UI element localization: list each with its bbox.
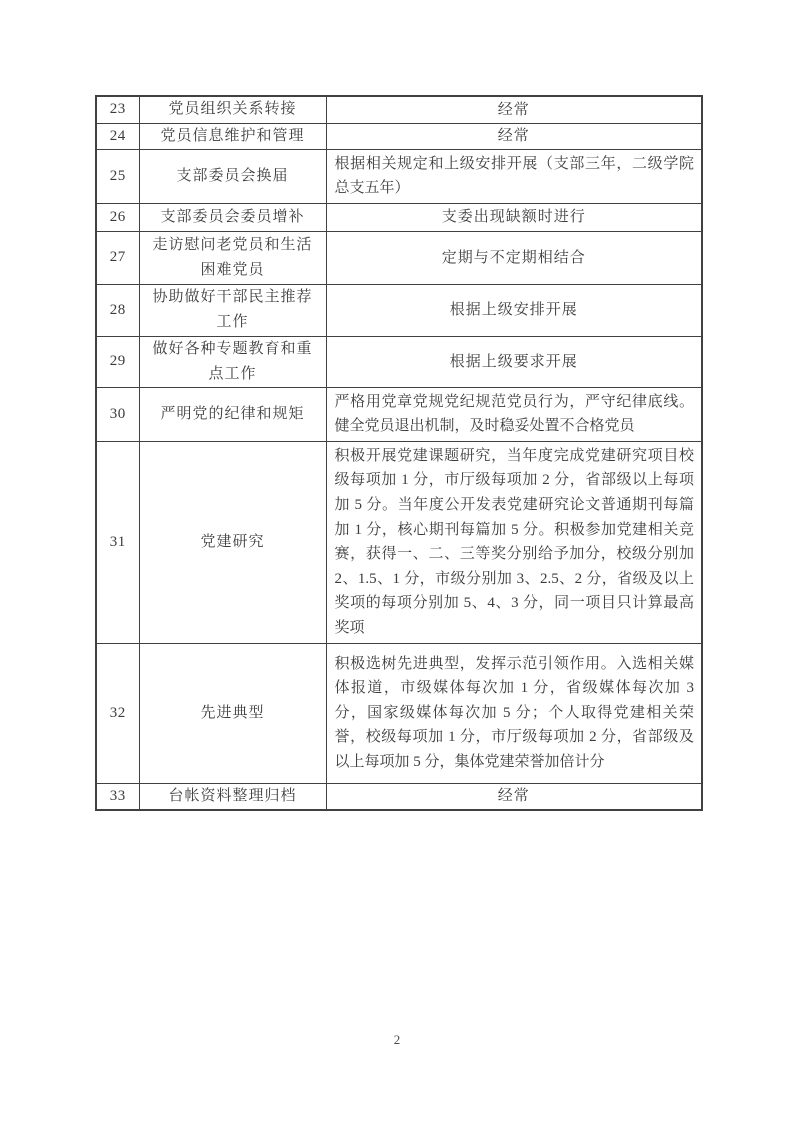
task-name: 先进典型 [139, 643, 326, 783]
task-name: 台帐资料整理归档 [139, 783, 326, 810]
row-number: 24 [96, 123, 139, 149]
table-row [96, 643, 702, 783]
table-row [96, 336, 702, 387]
table-row [96, 96, 702, 123]
task-name: 严明党的纪律和规矩 [139, 387, 326, 441]
frequency-note: 支委出现缺额时进行 [326, 203, 702, 231]
row-number: 30 [96, 387, 139, 441]
row-number: 27 [96, 231, 139, 284]
frequency-note: 经常 [326, 123, 702, 149]
row-number: 25 [96, 149, 139, 203]
row-number: 31 [96, 441, 139, 643]
frequency-note: 积极选树先进典型，发挥示范引领作用。入选相关媒体报道，市级媒体每次加 1 分，省级媒体每次加 3 分，国家级媒体每次加 5 分；个人取得党建相关荣誉，校级每项加 1 分，市厅级每项加 2 分，省部级及以上每项加 5 分，集体党建荣誉加倍计分 [326, 643, 702, 783]
task-name: 走访慰问老党员和生活困难党员 [139, 231, 326, 284]
row-number: 32 [96, 643, 139, 783]
task-table [95, 95, 703, 811]
frequency-note: 积极开展党建课题研究，当年度完成党建研究项目校级每项加 1 分，市厅级每项加 2 分，省部级以上每项加 5 分。当年度公开发表党建研究论文普通期刊每篇加 1 分，核心期刊每篇加 5 分。积极参加党建相关竞赛，获得一、二、三等奖分别给予加分，校级分别加 2、1.5、1 分，市级分别加 3、2.5、2 分，省级及以上奖项的每项分别加 5、4、3 分，同一项目只计算最高奖项 [326, 441, 702, 643]
row-number: 28 [96, 284, 139, 336]
table-row [96, 387, 702, 441]
frequency-note: 根据相关规定和上级安排开展（支部三年，二级学院总支五年） [326, 149, 702, 203]
table-row [96, 441, 702, 643]
table-row [96, 123, 702, 149]
task-name: 支部委员会委员增补 [139, 203, 326, 231]
row-number: 33 [96, 783, 139, 810]
table-row [96, 231, 702, 284]
frequency-note: 定期与不定期相结合 [326, 231, 702, 284]
frequency-note: 经常 [326, 96, 702, 123]
frequency-note: 严格用党章党规党纪规范党员行为，严守纪律底线。健全党员退出机制，及时稳妥处置不合格党员 [326, 387, 702, 441]
table-row [96, 203, 702, 231]
task-name: 支部委员会换届 [139, 149, 326, 203]
row-number: 26 [96, 203, 139, 231]
task-name: 做好各种专题教育和重点工作 [139, 336, 326, 387]
table-row [96, 783, 702, 810]
row-number: 23 [96, 96, 139, 123]
frequency-note: 经常 [326, 783, 702, 810]
frequency-note: 根据上级安排开展 [326, 284, 702, 336]
task-name: 协助做好干部民主推荐工作 [139, 284, 326, 336]
task-table-body [96, 96, 702, 810]
frequency-note: 根据上级要求开展 [326, 336, 702, 387]
table-row [96, 284, 702, 336]
task-name: 党建研究 [139, 441, 326, 643]
table-row [96, 149, 702, 203]
row-number: 29 [96, 336, 139, 387]
page-number: 2 [393, 1032, 401, 1047]
task-name: 党员信息维护和管理 [139, 123, 326, 149]
task-name: 党员组织关系转接 [139, 96, 326, 123]
